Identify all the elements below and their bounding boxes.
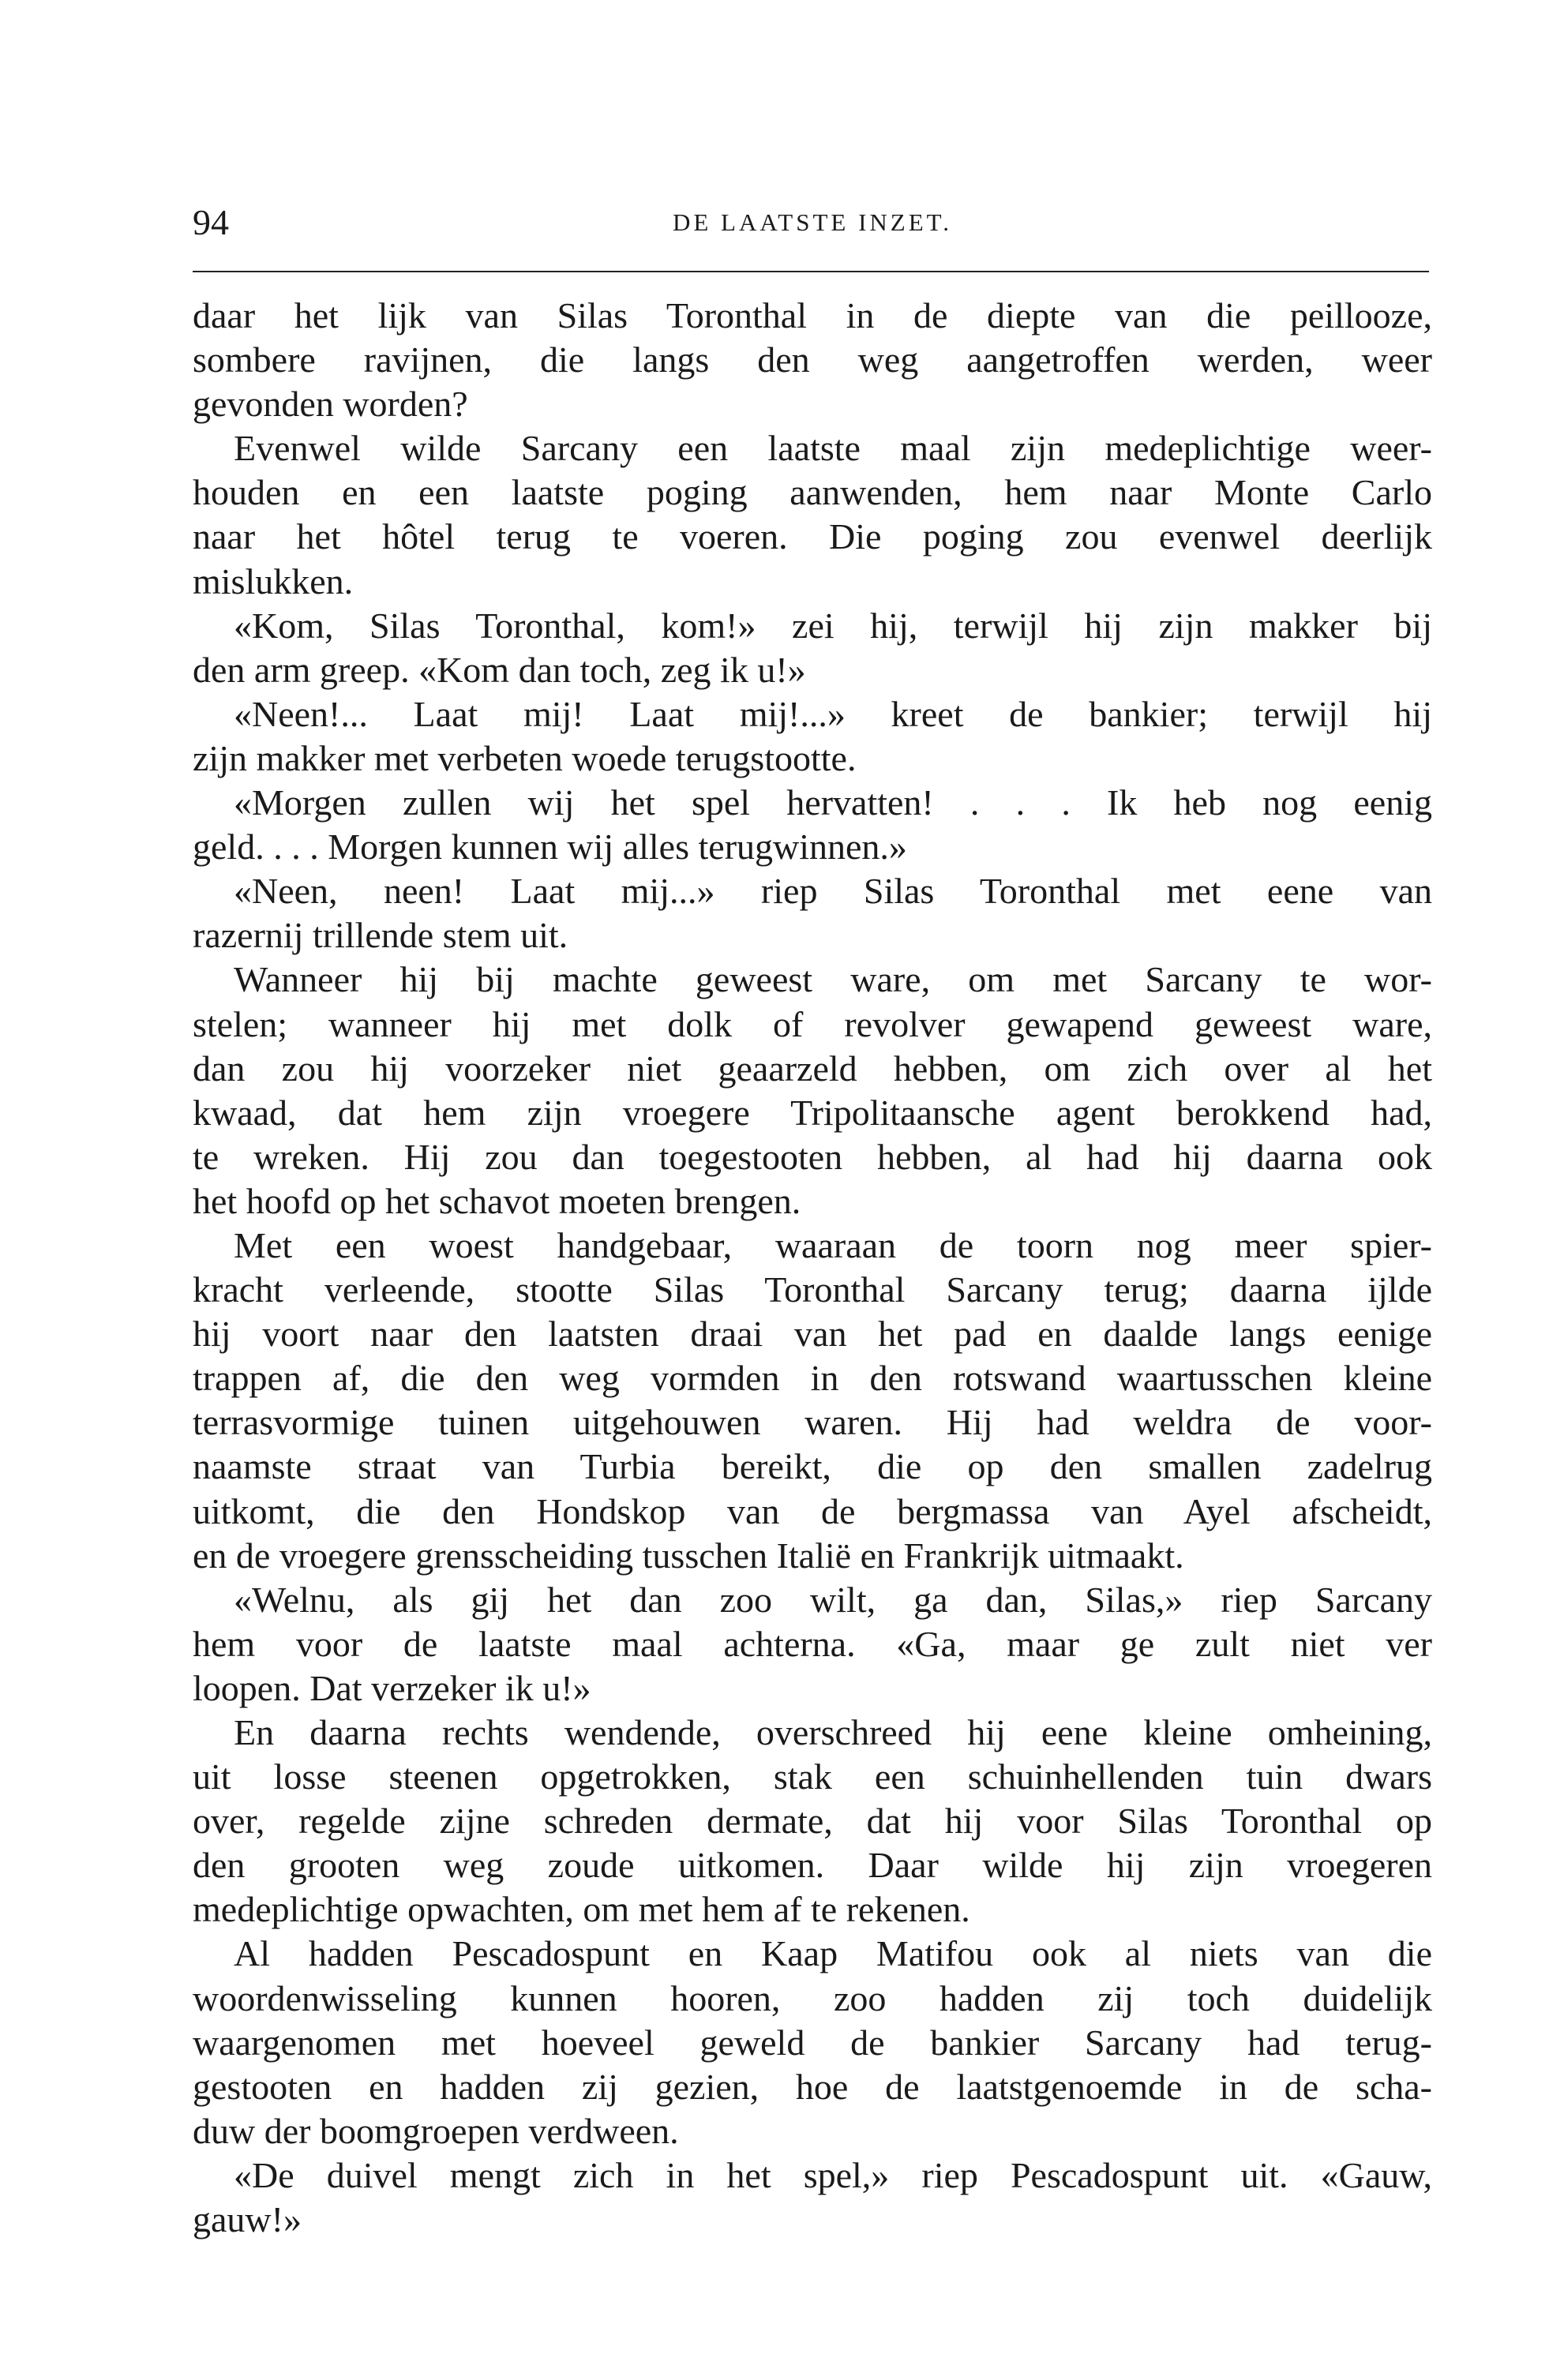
text-line: En daarna rechts wendende, overschreed hij eene kleine omheining, — [234, 1712, 1432, 1752]
text-line: Wanneer hij bij machte geweest ware, om met Sarcany te wor- — [234, 959, 1432, 1000]
text-line: loopen. Dat verzeker ik u!» — [193, 1667, 591, 1708]
body-text — [193, 294, 1432, 2242]
text-line: te wreken. Hij zou dan toegestooten hebben, al had hij daarna ook — [193, 1136, 1432, 1177]
text-line: dan zou hij voorzeker niet geaarzeld hebben, om zich over al het — [193, 1048, 1432, 1089]
text-line: naar het hôtel terug te voeren. Die poging zou evenwel deerlijk — [193, 516, 1432, 557]
header-rule — [193, 271, 1429, 272]
text-line: zijn makker met verbeten woede terugstootte. — [193, 737, 857, 778]
text-line: medeplichtige opwachten, om met hem af te rekenen. — [193, 1889, 970, 1930]
text-line: woordenwisseling kunnen hooren, zoo hadden zij toch duidelijk — [193, 1977, 1432, 2018]
text-line: «De duivel mengt zich in het spel,» riep Pescadospunt uit. «Gauw, — [234, 2154, 1432, 2195]
text-line: geld. . . . Morgen kunnen wij alles terugwinnen.» — [193, 826, 907, 868]
text-line: en de vroegere grensscheiding tusschen Italië en Frankrijk uitmaakt. — [193, 1535, 1184, 1576]
text-line: «Welnu, als gij het dan zoo wilt, ga dan, Silas,» riep Sarcany — [234, 1579, 1432, 1620]
text-line: Al hadden Pescadospunt en Kaap Matifou ook al niets van die — [234, 1933, 1432, 1974]
text-line: den arm greep. «Kom dan toch, zeg ik u!» — [193, 649, 806, 690]
text-line: daar het lijk van Silas Toronthal in de diepte van die peillooze, — [193, 295, 1432, 335]
text-line: gauw!» — [193, 2199, 302, 2240]
text-line: «Morgen zullen wij het spel hervatten! . . . Ik heb nog eenig — [234, 782, 1432, 823]
page-header — [193, 199, 1432, 246]
text-line: Evenwel wilde Sarcany een laatste maal zijn medeplichtige weer- — [234, 428, 1432, 469]
text-line: den grooten weg zoude uitkomen. Daar wilde hij zijn vroegeren — [193, 1845, 1432, 1886]
text-line: kracht verleende, stootte Silas Toronthal Sarcany terug; daarna ijlde — [193, 1269, 1432, 1310]
text-line: houden en een laatste poging aanwenden, hem naar Monte Carlo — [193, 472, 1432, 513]
text-line: uitkomt, die den Hondskop van de bergmassa van Ayel afscheidt, — [193, 1490, 1432, 1531]
text-line: hij voort naar den laatsten draai van het pad en daalde langs eenige — [193, 1314, 1432, 1355]
text-line: Met een woest handgebaar, waaraan de toorn nog meer spier- — [234, 1224, 1432, 1265]
text-line: sombere ravijnen, die langs den weg aangetroffen werden, weer — [193, 339, 1432, 380]
text-line: duw der boomgroepen verdween. — [193, 2110, 679, 2151]
text-line: mislukken. — [193, 560, 354, 602]
text-line: trappen af, die den weg vormden in den rotswand waartusschen kleine — [193, 1358, 1432, 1399]
text-line: het hoofd op het schavot moeten brengen. — [193, 1180, 801, 1221]
text-line: gestooten en hadden zij gezien, hoe de laatstgenoemde in de scha- — [193, 2066, 1432, 2107]
text-line: kwaad, dat hem zijn vroegere Tripolitaansche agent berokkend had, — [193, 1092, 1432, 1133]
text-line: razernij trillende stem uit. — [193, 915, 568, 956]
text-line: over, regelde zijne schreden dermate, dat hij voor Silas Toronthal op — [193, 1801, 1432, 1842]
text-line: naamste straat van Turbia bereikt, die op den smallen zadelrug — [193, 1446, 1432, 1487]
running-title: DE LAATSTE INZET. — [672, 208, 953, 236]
text-line: «Kom, Silas Toronthal, kom!» zei hij, terwijl hij zijn makker bij — [234, 605, 1432, 646]
text-line: gevonden worden? — [193, 384, 468, 425]
text-line: «Neen, neen! Laat mij...» riep Silas Toronthal met eene van — [234, 871, 1432, 912]
text-line: hem voor de laatste maal achterna. «Ga, maar ge zult niet ver — [193, 1623, 1432, 1664]
text-line: terrasvormige tuinen uitgehouwen waren. Hij had weldra de voor- — [193, 1402, 1432, 1443]
text-line: stelen; wanneer hij met dolk of revolver gewapend geweest ware, — [193, 1003, 1432, 1044]
text-line: waargenomen met hoeveel geweld de bankier Sarcany had terug- — [193, 2022, 1432, 2063]
text-line: «Neen!... Laat mij! Laat mij!...» kreet de bankier; terwijl hij — [234, 693, 1432, 734]
page-number: 94 — [193, 202, 229, 242]
text-line: uit losse steenen opgetrokken, stak een schuinhellenden tuin dwars — [193, 1756, 1432, 1797]
